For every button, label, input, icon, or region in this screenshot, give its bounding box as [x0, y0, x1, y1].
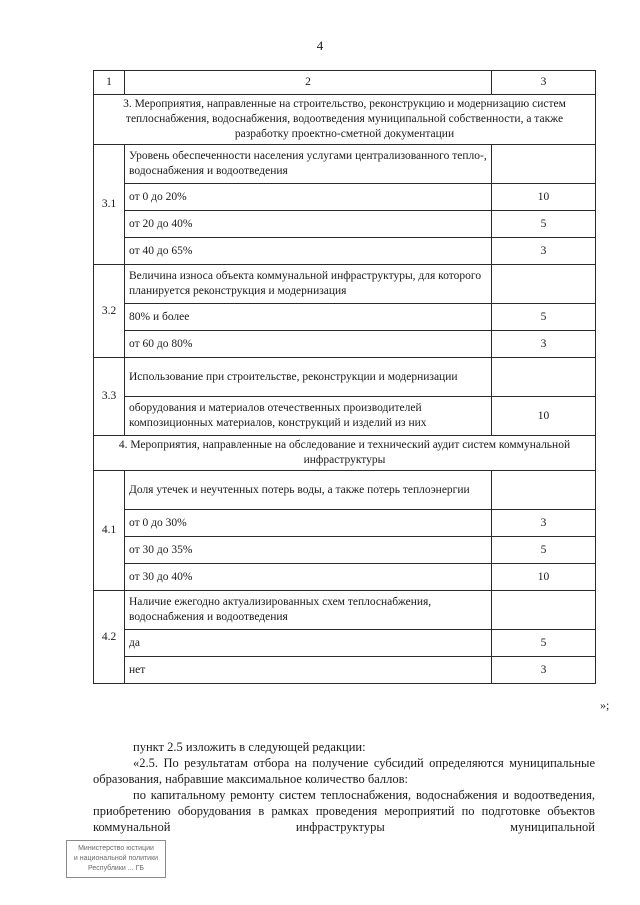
criterion-number: 3.2: [94, 265, 125, 358]
table-header-row: [94, 71, 596, 95]
option-score: 10: [492, 397, 596, 436]
paragraph-amendment-intro: пункт 2.5 изложить в следующей редакции:: [133, 740, 366, 754]
criteria-table: [93, 70, 596, 684]
option-score: 3: [492, 238, 596, 265]
option-score: 3: [492, 331, 596, 358]
criterion-3-2-row: [94, 265, 596, 304]
criterion-4-1-row: [94, 471, 596, 510]
criterion-text: Уровень обеспеченности населения услугами централизованного тепло-, водоснабжения и водоотведения: [125, 145, 492, 184]
empty-score-cell: [492, 471, 596, 510]
criterion-3-3-row: [94, 358, 596, 397]
table-row: [94, 564, 596, 591]
criterion-3-1-row: [94, 145, 596, 184]
header-col-2: 2: [125, 71, 492, 95]
registration-stamp: [66, 840, 166, 878]
table-row: [94, 537, 596, 564]
option-label: 80% и более: [125, 304, 492, 331]
table-row: [94, 630, 596, 657]
page-number: 4: [316, 38, 324, 53]
option-label: от 60 до 80%: [125, 331, 492, 358]
criterion-text: Использование при строительстве, реконструкции и модернизации: [125, 358, 492, 397]
option-label: от 0 до 20%: [125, 184, 492, 211]
option-label: от 20 до 40%: [125, 211, 492, 238]
table-row: [94, 510, 596, 537]
table-row: [94, 397, 596, 436]
table-row: [94, 238, 596, 265]
paragraph-capital-repair: по капитальному ремонту систем теплоснабжения, водоснабжения и водоотведения, приобретению оборудования в рамках проведения мероприятий по подготовке объектов коммунальной инфраструктуры муниципальной: [93, 788, 595, 834]
option-score: 3: [492, 510, 596, 537]
stamp-line: и национальной политики: [73, 855, 159, 862]
section-4-row: [94, 436, 596, 471]
header-col-1: 1: [94, 71, 125, 95]
criterion-number: 3.1: [94, 145, 125, 265]
table-row: [94, 331, 596, 358]
option-score: 3: [492, 657, 596, 684]
stamp-line: Республики ... ГБ: [88, 865, 144, 872]
criterion-4-2-row: [94, 591, 596, 630]
paragraph-2-5: «2.5. По результатам отбора на получение субсидий определяются муниципальные образования, набравшие максимальное количество баллов:: [93, 756, 595, 786]
option-score: 5: [492, 630, 596, 657]
option-label: да: [125, 630, 492, 657]
criterion-text: Наличие ежегодно актуализированных схем теплоснабжения, водоснабжения и водоотведения: [125, 591, 492, 630]
option-score: 10: [492, 564, 596, 591]
closing-quote-mark: »;: [600, 698, 610, 712]
option-label: от 0 до 30%: [125, 510, 492, 537]
option-score: 5: [492, 211, 596, 238]
option-label: от 30 до 35%: [125, 537, 492, 564]
option-label: нет: [125, 657, 492, 684]
header-col-3: 3: [492, 71, 596, 95]
table-row: [94, 211, 596, 238]
table-row: [94, 304, 596, 331]
section-3-row: [94, 95, 596, 145]
empty-score-cell: [492, 358, 596, 397]
empty-score-cell: [492, 145, 596, 184]
option-score: 10: [492, 184, 596, 211]
option-label: от 30 до 40%: [125, 564, 492, 591]
option-label: от 40 до 65%: [125, 238, 492, 265]
criterion-number: 4.1: [94, 471, 125, 591]
empty-score-cell: [492, 265, 596, 304]
section-3-title: 3. Мероприятия, направленные на строительство, реконструкцию и модернизацию систем теплоснабжения, водоснабжения, водоотведения муниципальной собственности, а также разработку проектно-сметной документации: [94, 95, 596, 145]
option-label: оборудования и материалов отечественных производителей композиционных материалов, конструкций и изделий из них: [125, 397, 492, 436]
criterion-text: Доля утечек и неучтенных потерь воды, а также потерь теплоэнергии: [125, 471, 492, 510]
criterion-text: Величина износа объекта коммунальной инфраструктуры, для которого планируется реконструкция и модернизация: [125, 265, 492, 304]
table-row: [94, 184, 596, 211]
section-4-title: 4. Мероприятия, направленные на обследование и технический аудит систем коммунальной инфраструктуры: [94, 436, 596, 471]
stamp-line: Министерство юстиции: [78, 845, 154, 852]
criterion-number: 3.3: [94, 358, 125, 436]
option-score: 5: [492, 537, 596, 564]
table-row: [94, 657, 596, 684]
empty-score-cell: [492, 591, 596, 630]
option-score: 5: [492, 304, 596, 331]
criterion-number: 4.2: [94, 591, 125, 684]
